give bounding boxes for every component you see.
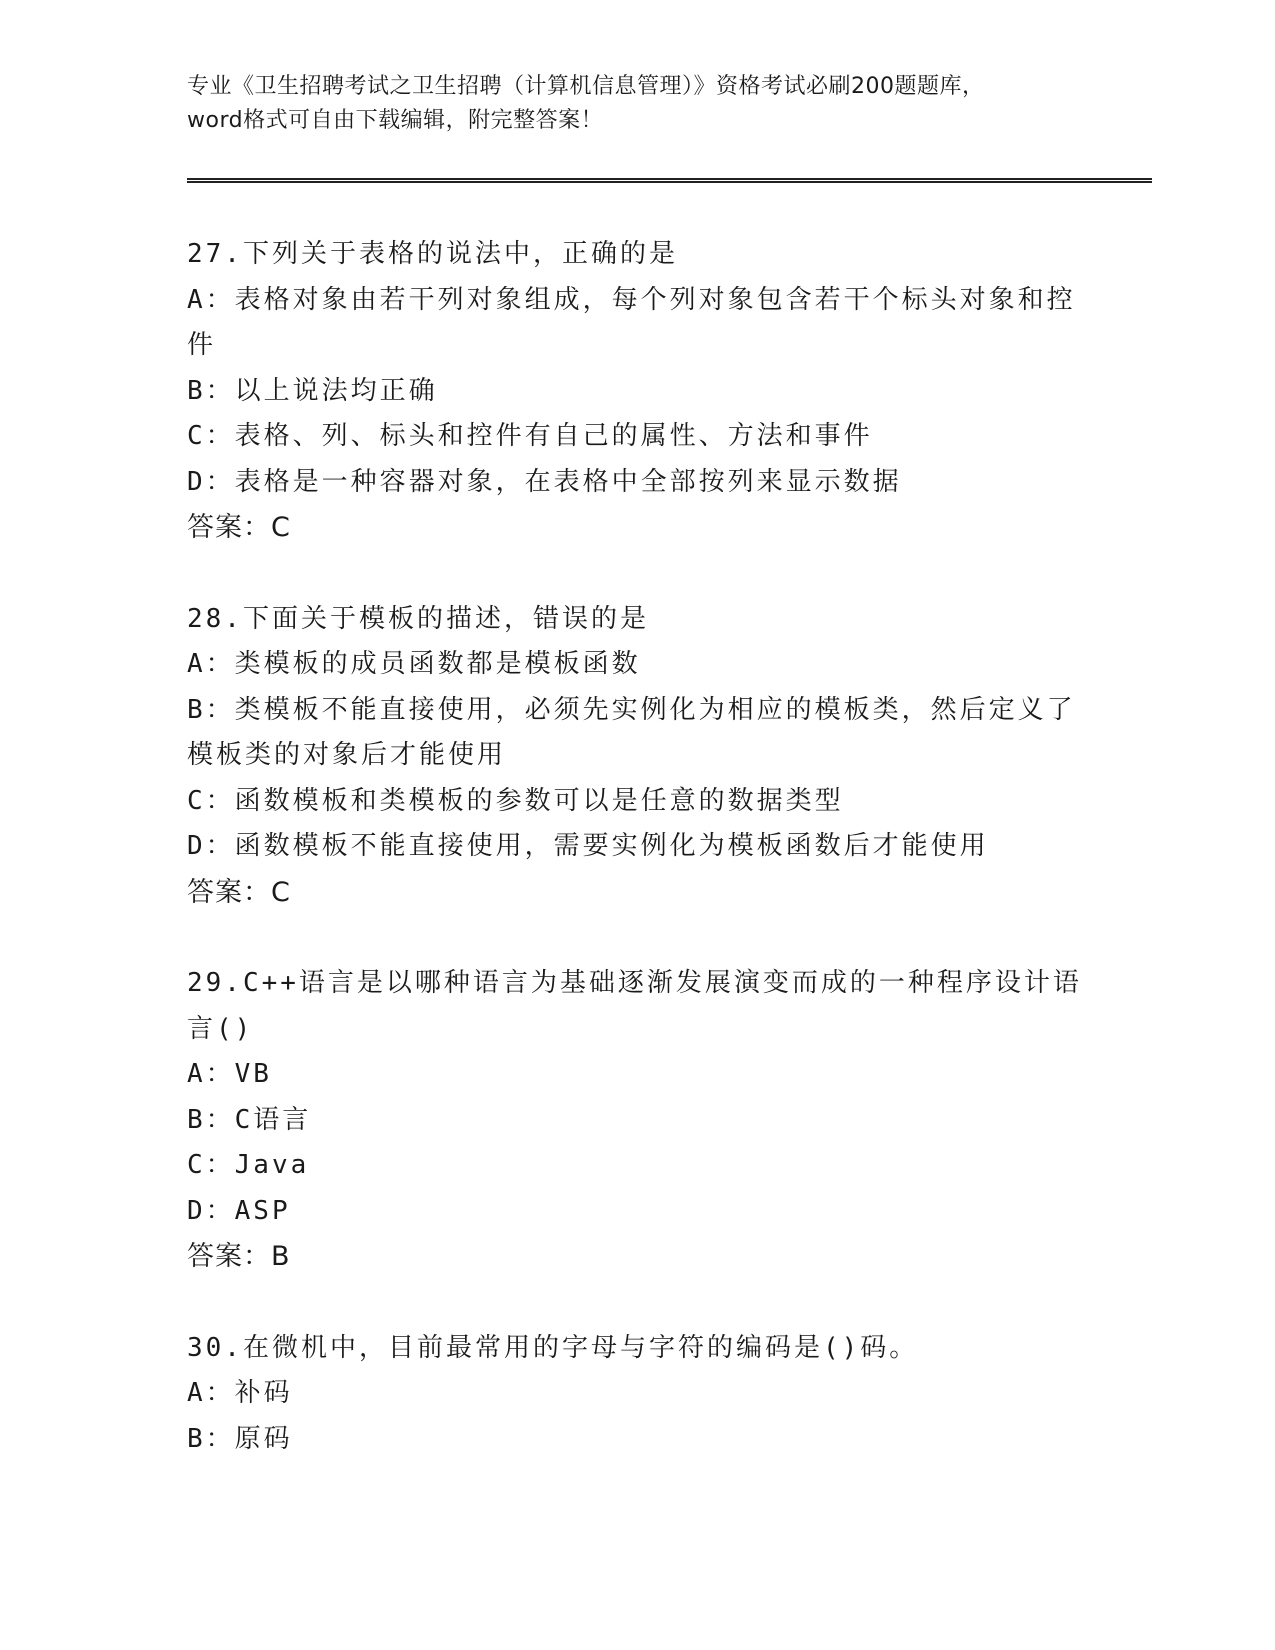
header-title-line-2: word格式可自由下载编辑，附完整答案！	[187, 108, 604, 133]
question-list	[187, 232, 1087, 1508]
answer-option: C：Java	[187, 1150, 310, 1180]
question-block	[187, 597, 1087, 916]
answer-key: 答案：C	[187, 876, 291, 908]
answer-option: 件	[187, 330, 217, 360]
question-stem: 30.在微机中，目前最常用的字母与字符的编码是()码。	[187, 1332, 919, 1363]
answer-option: A：类模板的成员函数都是模板函数	[187, 649, 641, 679]
question-stem: 29.C++语言是以哪种语言为基础逐渐发展演变而成的一种程序设计语	[187, 968, 1082, 998]
answer-option: A：表格对象由若干列对象组成，每个列对象包含若干个标头对象和控	[187, 284, 1076, 315]
answer-option: D：ASP	[187, 1195, 291, 1226]
header-title-line-1: 专业《卫生招聘考试之卫生招聘（计算机信息管理）》资格考试必刷200题题库，	[187, 74, 985, 99]
answer-option: C：表格、列、标头和控件有自己的属性、方法和事件	[187, 421, 873, 451]
answer-option: B：C语言	[187, 1104, 312, 1135]
header-double-rule	[187, 178, 1152, 183]
answer-key: 答案：C	[187, 512, 291, 543]
question-block	[187, 232, 1087, 551]
question-stem: 言()	[187, 1013, 254, 1044]
answer-option: B：以上说法均正确	[187, 375, 438, 406]
answer-key: 答案：B	[187, 1241, 291, 1272]
question-stem: 27.下列关于表格的说法中，正确的是	[187, 239, 678, 269]
answer-option: A：VB	[187, 1059, 272, 1089]
answer-option: D：表格是一种容器对象，在表格中全部按列来显示数据	[187, 466, 902, 497]
answer-option: D：函数模板不能直接使用，需要实例化为模板函数后才能使用	[187, 831, 989, 861]
answer-option: B：原码	[187, 1423, 293, 1454]
answer-option: A：补码	[187, 1378, 293, 1408]
question-block	[187, 961, 1087, 1280]
document-header	[187, 70, 1087, 138]
answer-option: 模板类的对象后才能使用	[187, 740, 507, 770]
answer-option: B：类模板不能直接使用，必须先实例化为相应的模板类，然后定义了	[187, 694, 1076, 725]
question-stem: 28.下面关于模板的描述，错误的是	[187, 603, 649, 634]
question-block	[187, 1326, 1087, 1463]
answer-option: C：函数模板和类模板的参数可以是任意的数据类型	[187, 785, 844, 816]
